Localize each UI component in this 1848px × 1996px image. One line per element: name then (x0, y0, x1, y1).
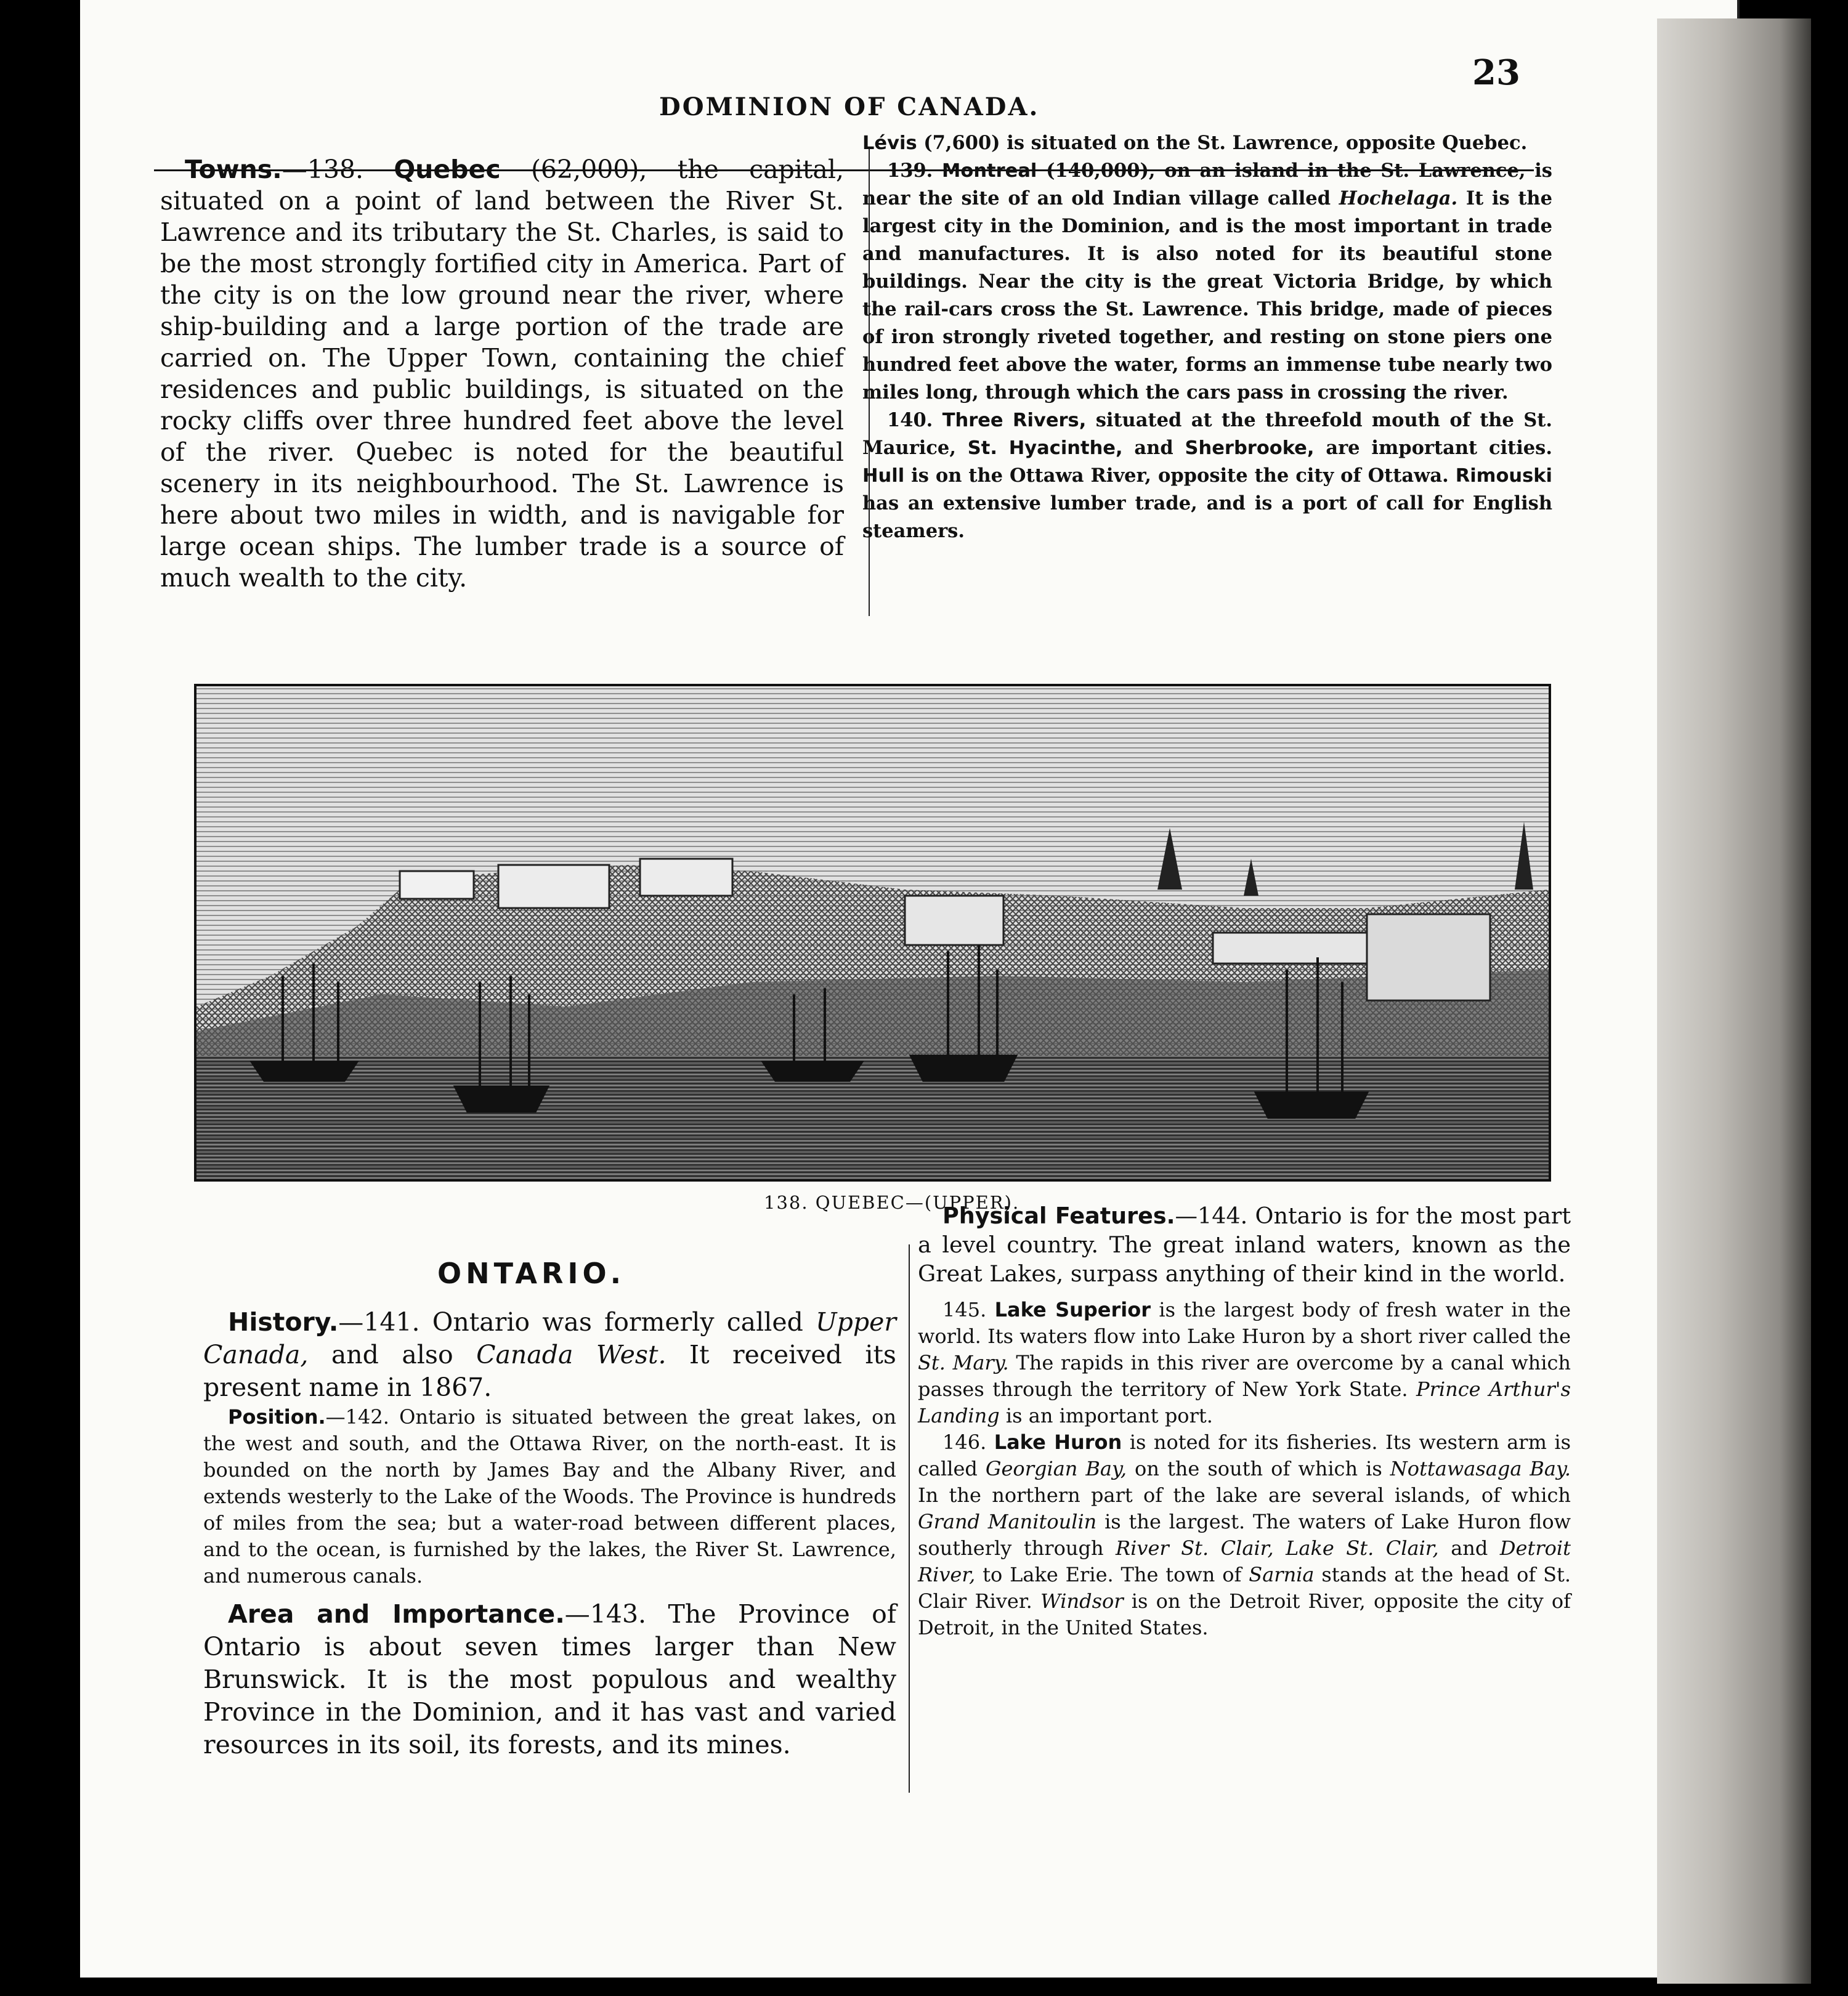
towns-left-column (160, 154, 844, 594)
paragraph-142: Position.—142. Ontario is situated between the great lakes, on the west and south, and the Ottawa River, on the north-east. It is bounded on the north by James Bay and the Albany River, and extends westerly to the Lake of the Woods. The Province is hundreds of miles from the sea; but a water-road between different places, and to the ocean, is furnished by the lakes, the River St. Lawrence, and numerous canals. (203, 1405, 897, 1588)
figure-caption: 138. QUEBEC—(UPPER). (764, 1192, 1020, 1213)
paragraph-140: 140. Three Rivers, situated at the threefold mouth of the St. Maurice, St. Hyacinthe, and Sherbrooke, are important cities. Hull is on the Ottawa River, opposite the city of Ottawa. Rimouski has an extensive lumber trade, and is a port of call for English steamers. (862, 409, 1553, 542)
paragraph-144: Physical Features.—144. Ontario is for the most part a level country. The great inland waters, known as the Great Lakes, surpass anything of their kind in the world. (918, 1203, 1571, 1287)
ontario-left-column (203, 1306, 896, 1761)
physical-heading: Physical Features. (942, 1203, 1175, 1229)
book-page (80, 0, 1740, 1978)
paragraph-138: Towns.—138. Quebec (62,000), the capital, situated on a point of land between the River St. Lawrence and its tributary the St. Charles, is said to be the most strongly fortified city in America. Part of the city is on the low ground near the river, where ship-building and a large portion of the trade are carried on. The Upper Town, containing the chief residences and public buildings, is situated on the rocky cliffs over three hundred feet above the level of the river. Quebec is noted for the beautiful scenery in its neighbourhood. The St. Lawrence is here about two miles in width, and is navigable for large ocean ships. The lumber trade is a source of much wealth to the city. (160, 155, 844, 593)
paragraph-143: Area and Importance.—143. The Province of Ontario is about seven times larger than New Brunswick. It is the most populous and wealthy Province in the Dominion, and it has vast and varied resources in its soil, its forests, and its mines. (203, 1599, 896, 1759)
levis-name: Lévis (862, 132, 917, 154)
quebec-illustration (197, 686, 1549, 1179)
montreal-name: Montreal (942, 160, 1037, 182)
area-heading: Area and Importance. (228, 1599, 565, 1629)
paragraph-138-text: (62,000), the capital, situated on a point of land between the River St. Lawrence and its tributary the St. Charles, is said to be the most strongly fortified city in America. Part of the city is on the low ground near the river, where ship-building and a large portion of the trade are carried on. The Upper Town, containing the chief residences and public buildings, is situated on the rocky cliffs over three hundred feet above the level of the river. Quebec is noted for the beautiful scenery in its neighbourhood. The St. Lawrence is here about two miles in width, and is navigable for large ocean ships. The lumber trade is a source of much wealth to the city. (160, 155, 844, 593)
lake-superior-name: Lake Superior (994, 1298, 1151, 1321)
paragraph-145: 145. Lake Superior is the largest body of fresh water in the world. Its waters flow into Lake Huron by a short river called the St. Mary. The rapids in this river are overcome by a canal which passes through the territory of New York State. Prince Arthur's Landing is an important port. (918, 1298, 1571, 1427)
towns-right-column (862, 129, 1552, 545)
quebec-engraving (194, 684, 1551, 1182)
page-number: 23 (1472, 52, 1520, 93)
paragraph-141: History.—141. Ontario was formerly called Upper Canada, and also Canada West. It received its present name in 1867. (203, 1307, 896, 1402)
position-heading: Position. (228, 1405, 326, 1429)
towns-heading: Towns. (185, 155, 282, 184)
paragraph-levis: Lévis (7,600) is situated on the St. Lawrence, opposite Quebec. (862, 132, 1528, 154)
paragraph-146: 146. Lake Huron is noted for its fisheries. Its western arm is called Georgian Bay, on the south of which is Nottawasaga Bay. In the northern part of the lake are several islands, of which Grand Manitoulin is the largest. The waters of Lake Huron flow southerly through River St. Clair, Lake St. Clair, and Detroit River, to Lake Erie. The town of Sarnia stands at the head of St. Clair River. Windsor is on the Detroit River, opposite the city of Detroit, in the United States. (918, 1430, 1571, 1639)
running-header: DOMINION OF CANADA. (659, 92, 1040, 121)
lake-huron-name: Lake Huron (994, 1430, 1122, 1454)
history-heading: History. (228, 1307, 339, 1337)
book-spine-edge (1657, 18, 1811, 1984)
paragraph-139: 139. Montreal (140,000), on an island in the St. Lawrence, is near the site of an old Indian village called Hochelaga. It is the largest city in the Dominion, and is the most important in trade and manufactures. It is also noted for its beautiful stone buildings. Near the city is the great Victoria Bridge, by which the rail-cars cross the St. Lawrence. This bridge, made of pieces of iron strongly riveted together, and resting on stone piers one hundred feet above the water, forms an immense tube nearly two miles long, through which the cars pass in crossing the river. (862, 160, 1552, 404)
citadel (400, 871, 474, 899)
quebec-name: Quebec (394, 155, 501, 184)
ontario-right-column (918, 1201, 1571, 1641)
section-title-ontario: ONTARIO. (437, 1257, 626, 1290)
column-divider-lower (909, 1244, 910, 1793)
